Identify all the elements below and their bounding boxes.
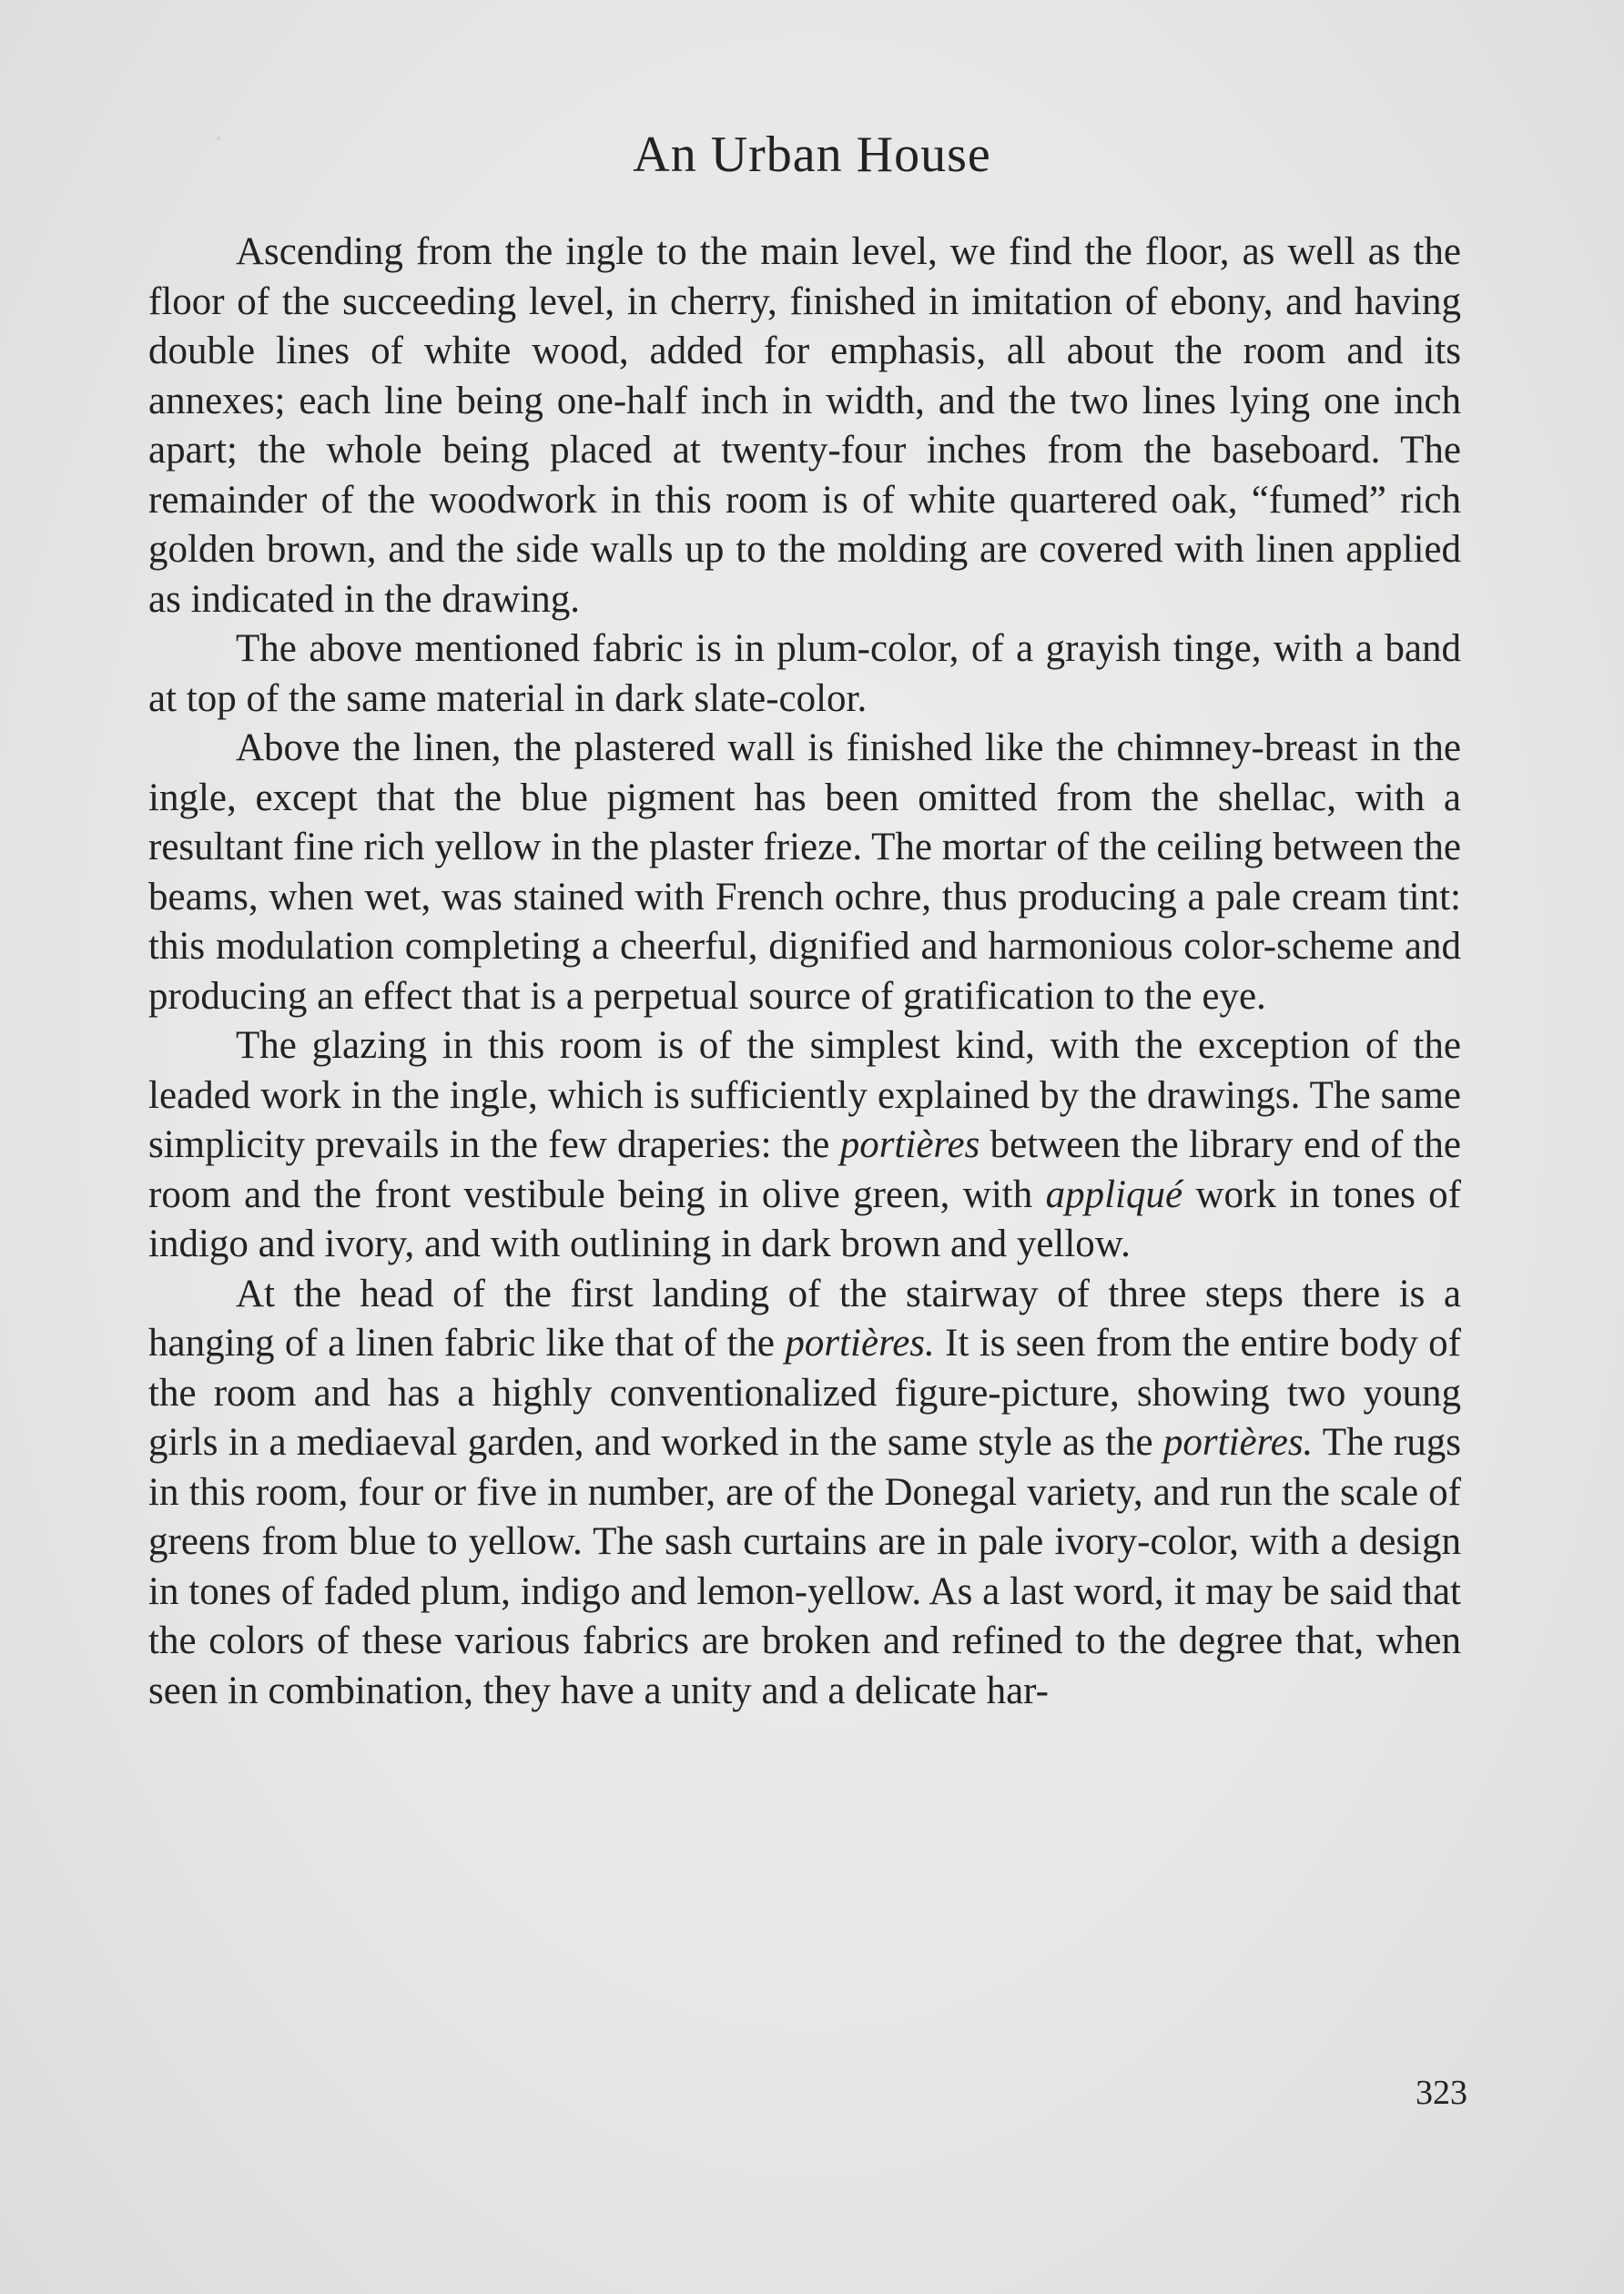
paragraph <box>148 624 1461 724</box>
paragraph <box>148 228 1461 624</box>
italic-term: portières. <box>785 1322 935 1365</box>
text-run: At the head of the first landing of the stairway of three steps there is a hanging of a linen fabric like that of the <box>148 1272 1461 1365</box>
text-run: The above mentioned fabric is in plum-color, of a grayish tinge, with a band at top of the same material in dark slate-color. <box>148 627 1461 720</box>
paragraph <box>148 1021 1461 1270</box>
text-run: Above the linen, the plastered wall is finished like the chimney-breast in the ingle, except that the blue pigment has been omitted from the shellac, with a resultant fine rich yellow in the plaster frieze. The mortar of the ceiling between the beams, when wet, was stained with French ochre, thus producing a pale cream tint: this modulation completing a cheerful, dignified and harmonious color-scheme and producing an effect that is a perpetual source of gratification to the eye. <box>148 726 1461 1018</box>
paragraph <box>148 724 1461 1021</box>
body-text <box>148 228 1461 1716</box>
page-number: 323 <box>1416 2074 1467 2112</box>
text-run: work in tones of indigo and ivory, and with outlining in dark brown and yellow. <box>148 1172 1461 1265</box>
text-run: The glazing in this room is of the simplest kind, with the exception of the leaded work in the ingle, which is sufficiently explained by the drawings. The same simplicity prevails in the few draperies: the <box>148 1024 1461 1166</box>
italic-term: portières. <box>1162 1421 1314 1464</box>
running-title: An Urban House <box>633 127 991 183</box>
text-run: The rugs in this room, four or five in number, are of the Donegal variety, and run the scale of greens from blue to yellow. The sash curtains are in pale ivory-color, with a design in tones of faded plum, indigo and lemon-yellow. As a last word, it may be said that the colors of these various fabrics are broken and refined to the degree that, when seen in combination, they have a unity and a delicate har- <box>148 1421 1461 1712</box>
italic-term: portières <box>839 1123 980 1166</box>
text-run: It is seen from the entire body of the room and has a highly conventionalized figure-picture, showing two young girls in a mediaeval garden, and worked in the same style as the <box>148 1322 1461 1464</box>
text-run: Ascending from the ingle to the main level, we find the floor, as well as the floor of the succeeding level, in cherry, finished in imitation of ebony, and having double lines of white wood, added for emphasis, all about the room and its annexes; each line being one-half inch in width, and the two lines lying one inch apart; the whole being placed at twenty-four inches from the baseboard. The remainder of the woodwork in this room is of white quartered oak, “fumed” rich golden brown, and the side walls up to the molding are covered with linen applied as indicated in the drawing. <box>148 230 1461 621</box>
paragraph <box>148 1270 1461 1717</box>
italic-term: appliqué <box>1045 1172 1183 1216</box>
text-run: between the library end of the room and the front vestibule being in olive green, with <box>148 1123 1462 1216</box>
